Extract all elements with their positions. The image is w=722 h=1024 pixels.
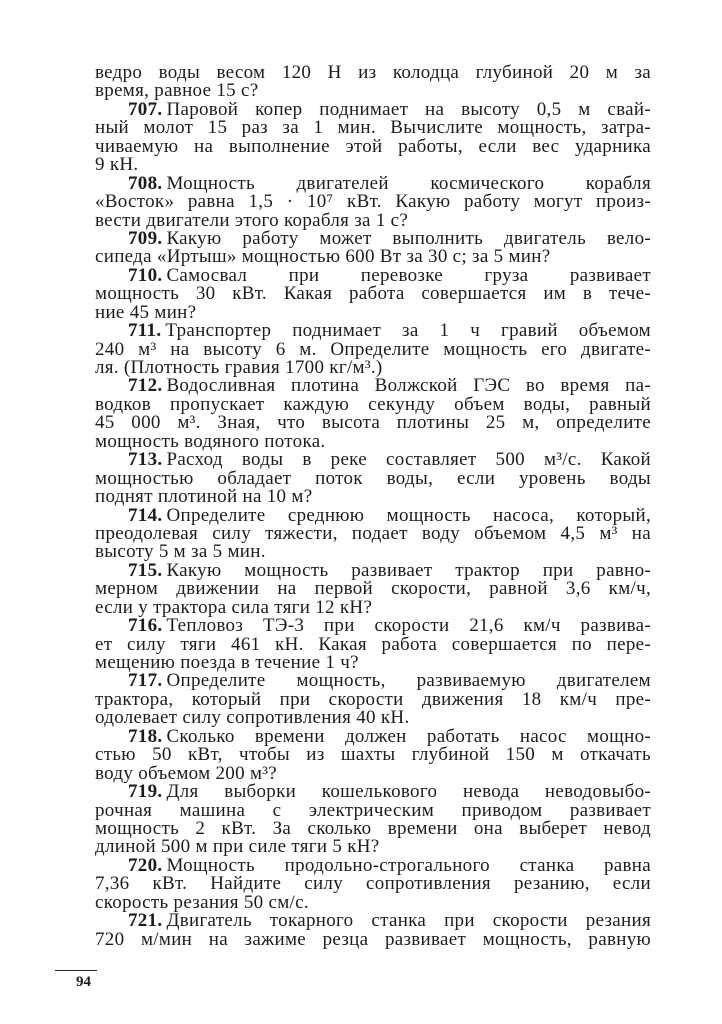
text-line (95, 617, 651, 635)
problem-712 (95, 377, 651, 451)
text-line: ный молот 15 раз за 1 мин. Вычислите мощность, затра- (95, 119, 651, 138)
text-line: длиной 500 м при силе тяги 5 кН? (95, 838, 380, 857)
problem-text: Двигатель токарного станка при скорости резания (166, 912, 651, 931)
problem-710 (95, 267, 651, 322)
page-number: 94 (76, 974, 91, 990)
text-line: мощностью обладает поток воды, если уровень воды (95, 469, 651, 489)
footer-rule (55, 970, 97, 971)
text-line (95, 451, 651, 469)
text-line: мощность водяного потока. (95, 432, 326, 452)
text-line: стью 50 кВт, чтобы из шахты глубиной 150 м откачать (95, 746, 651, 765)
problem-716 (95, 617, 651, 672)
problem-number: 720. (128, 856, 163, 876)
problem-text: Какую мощность развивает трактор при равно- (166, 561, 651, 581)
problem-number: 711. (128, 322, 162, 341)
text-line (95, 322, 651, 340)
problem-text: Самосвал при перевозке груза развивает (166, 266, 651, 286)
problem-717 (95, 672, 651, 727)
page-text (95, 64, 651, 949)
text-line: мерном движении на первой скорости, равной 3,6 км/ч, (95, 580, 651, 599)
problem-text: Определите мощность, развиваемую двигателем (166, 672, 651, 691)
problem-714 (95, 507, 651, 562)
text-line (95, 783, 651, 801)
problem-708 (95, 175, 651, 230)
problem-718 (95, 728, 651, 783)
text-line: ведро воды весом 120 Н из колодца глубиной 20 м за (95, 64, 651, 83)
text-line: рочная машина с электрическим приводом развивает (95, 801, 651, 820)
problem-text: Сколько времени должен работать насос мощно- (166, 727, 651, 747)
problem-715 (95, 562, 651, 617)
problem-number: 721. (128, 912, 163, 931)
problem-number: 714. (128, 506, 163, 525)
problem-text: Какую работу может выполнить двигатель вело- (166, 229, 651, 249)
problem-number: 719. (128, 783, 163, 802)
problem-text: Транспортер поднимает за 1 ч гравий объемом (165, 322, 651, 341)
problem-text: Паровой копер поднимает на высоту 0,5 м свай- (166, 100, 651, 120)
text-line: мещению поезда в течение 1 ч? (95, 654, 359, 673)
text-line (95, 377, 651, 395)
problem-text: Мощность продольно-строгального станка равна (166, 856, 651, 876)
text-line: преодолевая силу тяжести, подает воду объемом 4,5 м³ на (95, 524, 651, 544)
text-line (95, 728, 651, 746)
text-line: ние 45 мин? (95, 303, 197, 323)
problem-number: 713. (128, 451, 163, 470)
problem-text: Расход воды в реке составляет 500 м³/с. Какой (166, 451, 651, 470)
problem-number: 717. (128, 672, 163, 691)
problem-text: Мощность двигателей космического корабля (166, 174, 651, 194)
text-line: 240 м³ на высоту 6 м. Определите мощность его двигате- (95, 340, 651, 359)
text-line (95, 267, 651, 285)
text-line: высоту 5 м за 5 мин. (95, 543, 266, 562)
text-line (95, 101, 651, 119)
problem-711 (95, 322, 651, 377)
text-line (95, 230, 651, 248)
text-line (95, 562, 651, 580)
text-line (95, 175, 651, 193)
problem-721 (95, 912, 651, 949)
text-line (95, 672, 651, 690)
problem-713 (95, 451, 651, 506)
text-line: мощность 30 кВт. Какая работа совершается им в тече- (95, 285, 651, 304)
text-line: 45 000 м³. Зная, что высота плотины 25 м, определите (95, 414, 651, 433)
text-line: 720 м/мин на зажиме резца развивает мощность, равную (95, 930, 651, 949)
problem-number: 715. (128, 561, 163, 581)
text-line: водков пропускает каждую секунду объем воды, равный (95, 395, 651, 415)
text-line: чиваемую на выполнение этой работы, если вес ударника (95, 137, 651, 157)
problem-number: 708. (128, 174, 163, 194)
problem-719 (95, 783, 651, 857)
problem-number: 712. (128, 377, 163, 396)
text-line (95, 857, 651, 875)
text-line: время, равное 15 с? (95, 82, 259, 101)
text-line: поднят плотиной на 10 м? (95, 488, 313, 507)
text-line: «Восток» равна 1,5 · 10⁷ кВт. Какую работу могут произ- (95, 193, 651, 212)
text-line: воду объемом 200 м³? (95, 764, 278, 784)
problem-number: 707. (128, 100, 163, 120)
problem-number: 709. (128, 229, 163, 249)
text-line: если у трактора сила тяги 12 кН? (95, 598, 373, 618)
problem-number: 718. (128, 727, 163, 747)
problem-text: Для выборки кошелькового невода неводовыбо- (166, 783, 651, 802)
text-line: 7,36 кВт. Найдите силу сопротивления резанию, если (95, 875, 651, 894)
text-line: ет силу тяги 461 кН. Какая работа совершается по пере- (95, 635, 651, 654)
text-line: мощность 2 кВт. За сколько времени она выберет невод (95, 819, 651, 839)
text-line: сипеда «Иртыш» мощностью 600 Вт за 30 с; за 5 мин? (95, 248, 551, 267)
problem-text: Определите среднюю мощность насоса, который, (166, 506, 651, 525)
continuation-text (95, 64, 651, 101)
problem-text: Водосливная плотина Волжской ГЭС во время па- (166, 377, 651, 396)
problem-text: Тепловоз ТЭ-3 при скорости 21,6 км/ч развива- (166, 617, 651, 636)
problem-number: 710. (128, 266, 163, 286)
text-line: скорость резания 50 см/с. (95, 893, 309, 913)
text-line: вести двигатели этого корабля за 1 с? (95, 211, 409, 230)
text-line (95, 912, 651, 930)
text-line (95, 507, 651, 525)
problem-707 (95, 101, 651, 175)
text-line: ля. (Плотность гравия 1700 кг/м³.) (95, 359, 383, 378)
text-line: 9 кН. (95, 156, 139, 175)
text-line: трактора, который при скорости движения 18 км/ч пре- (95, 690, 651, 710)
problem-709 (95, 230, 651, 267)
problem-720 (95, 857, 651, 912)
text-line: одолевает силу сопротивления 40 кН. (95, 709, 410, 728)
problem-number: 716. (128, 617, 163, 636)
